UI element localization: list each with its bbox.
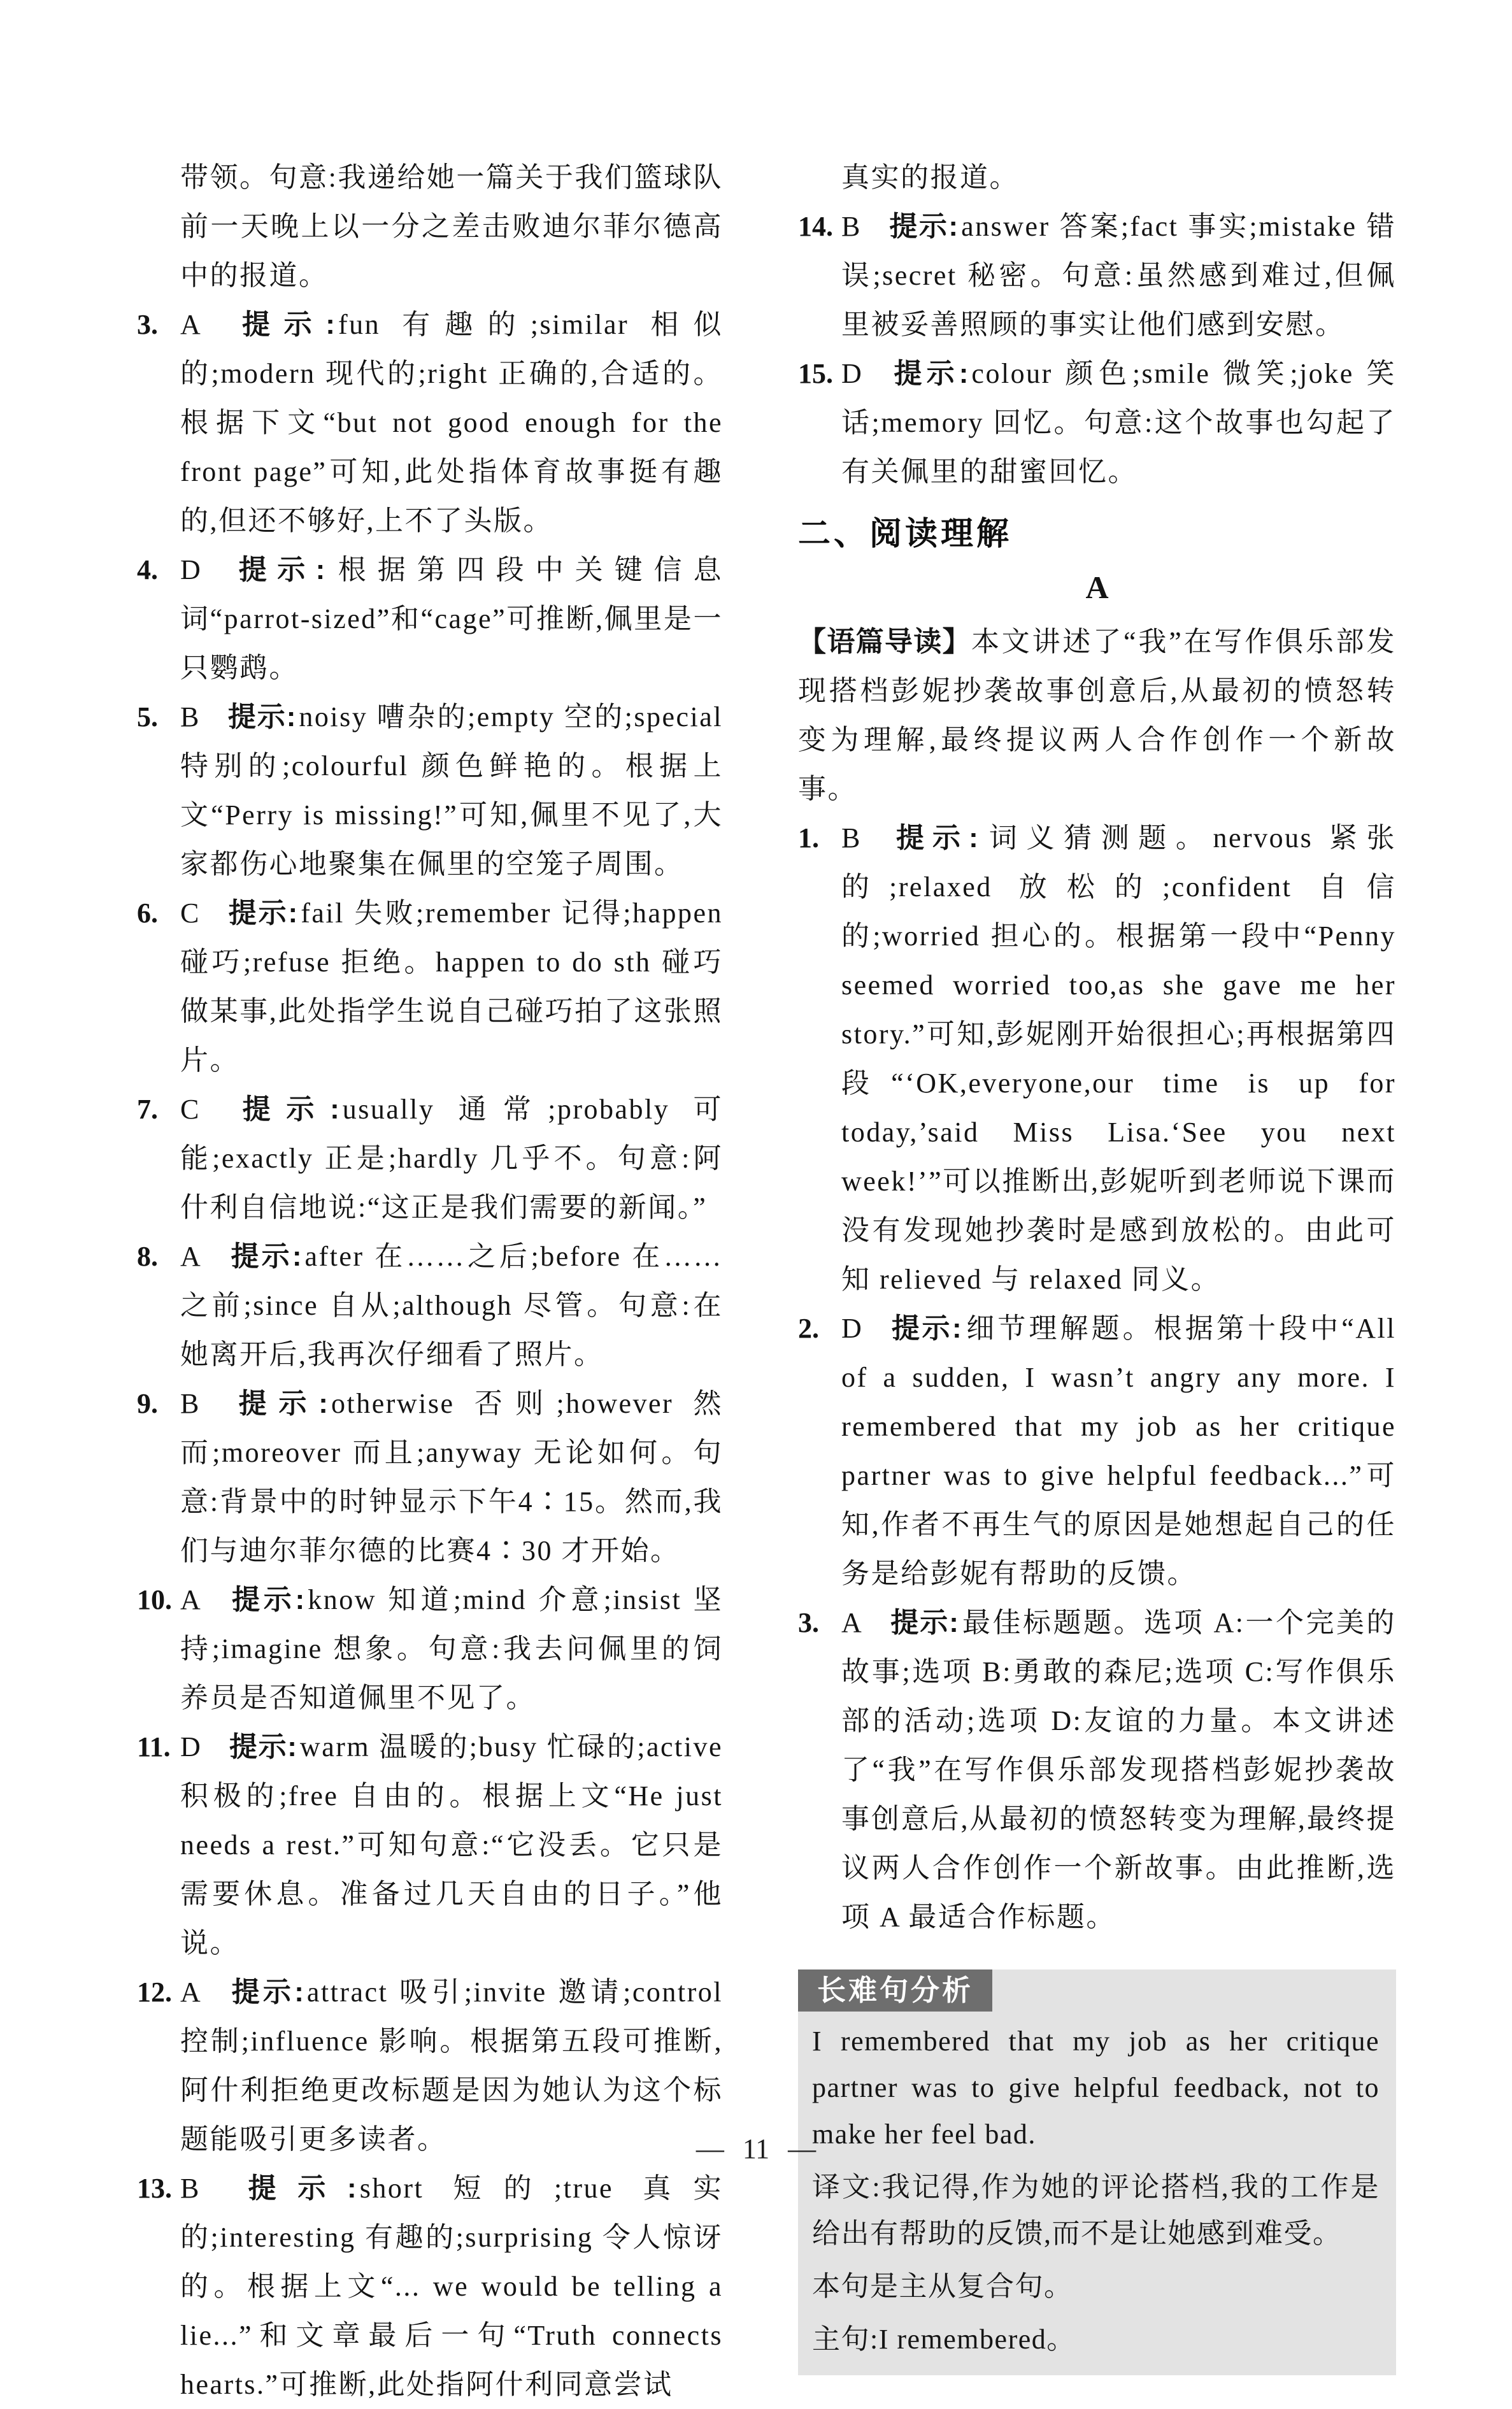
answer-item [137,1722,723,1968]
item-explanation: attract 吸引;invite 邀请;control 控制;influence 影响。根据第五段可推断,阿什利拒绝更改标题是因为她认为这个标题能吸引更多读者。 [180,1977,723,2155]
item-explanation: warm 温暖的;busy 忙碌的;active 积极的;free 自由的。根据上文“He just needs a rest.”可知句意:“它没丢。它只是需要休息。准备过几天自由的日子。”他说。 [180,1731,723,1959]
passage-label: A [1085,569,1109,605]
answer-item-list-left [137,300,723,2409]
guide-text: 本文讲述了“我”在写作俱乐部发现搭档彭妮抄袭故事创意后,从最初的愤怒转变为理解,最终提议两人合作创作一个新故事。 [798,626,1397,804]
item-number: 12. [137,1977,172,2008]
hint-label: 提示: [229,1584,306,1615]
item-explanation: noisy 嘈杂的;empty 空的;special 特别的;colourful 颜色鲜艳的。根据上文“Perry is missing!”可知,佩里不见了,大家都伤心地聚集在佩里的空笼子周围。 [180,701,724,880]
hint-label: 提示: [890,1607,959,1638]
answer-item [137,692,723,889]
item-explanation: otherwise 否则;however 然而;moreover 而且;anyway 无论如何。句意:背景中的时钟显示下午4∶15。然而,我们与迪尔菲尔德的比赛4∶30 才开始。 [180,1388,723,1566]
item-explanation: fail 失败;remember 记得;happen 碰巧;refuse 拒绝。happen to do sth 碰巧做某事,此处指学生说自己碰巧拍了这张照片。 [180,897,724,1076]
item-answer-letter: B [841,211,862,242]
item-answer-letter: B [180,1388,201,1419]
answer-item-list-right-top [798,202,1396,496]
item-answer-letter: A [180,1241,203,1272]
answer-item [137,1575,723,1722]
analysis-main-clause: 主句:I remembered。 [812,2324,1076,2355]
item-explanation: answer 答案;fact 事实;mistake 错误;secret 秘密。句意:虽然感到难过,但佩里被妥善照顾的事实让他们感到安慰。 [841,211,1396,340]
page-number: — 11 — [695,2133,817,2164]
item-number: 3. [137,309,158,340]
answer-item [137,300,723,545]
item-number: 2. [798,1313,819,1344]
item-explanation: short 短的;true 真实的;interesting 有趣的;surprising 令人惊讶的。根据上文“... we would be telling a lie...”和文章最后一句“Truth connects hearts.”可推断,此处指阿什利同意尝试 [180,2173,723,2400]
guide-label: 【语篇导读】 [798,626,971,657]
continuation-paragraph [137,153,723,300]
item-answer-letter: C [180,897,201,929]
hint-label: 提示: [890,1313,962,1344]
answer-item [137,2164,723,2409]
item-number: 6. [137,897,158,929]
hint-label: 提示: [227,2173,357,2204]
right-column [798,153,1396,2375]
item-number: 10. [137,1584,172,1615]
hint-label: 提示: [229,1977,304,2008]
passage-guide [798,617,1396,813]
item-number: 1. [798,822,819,854]
item-answer-letter: A [180,309,203,340]
item-number: 8. [137,1241,158,1272]
answer-item [798,349,1396,496]
answer-item [798,1598,1396,1941]
item-answer-letter: A [180,1584,203,1615]
item-number: 4. [137,554,158,585]
answer-item [137,1232,723,1379]
item-answer-letter: D [841,358,864,389]
item-explanation: 词义猜测题。nervous 紧张的;relaxed 放松的;confident 自信的;worried 担心的。根据第一段中“Penny seemed worried too,as she gave me her story.”可知,彭妮刚开始很担心;再根据第四段“‘OK,everyone,our time is up for today,’said Miss Lisa.‘See you next week!’”可以推断出,彭妮听到老师说下课而没有发现她抄袭时是感到放松的。由此可知 relieved 与 relaxed 同义。 [841,822,1396,1295]
item-explanation: 细节理解题。根据第十段中“All of a sudden, I wasn’t angry any more. I remembered that my job as her critique partner was to give helpful feedback...”可知,作者不再生气的原因是她想起自己的任务是给彭妮有帮助的反馈。 [841,1313,1396,1589]
answer-item [137,545,723,692]
item-explanation: 最佳标题题。选项 A:一个完美的故事;选项 B:勇敢的森尼;选项 C:写作俱乐部的活动;选项 D:友谊的力量。本文讲述了“我”在写作俱乐部发现搭档彭妮抄袭故事创意后,从最初的愤怒转变为理解,最终提议两人合作创作一个新故事。由此推断,选项 A 最适合作标题。 [841,1607,1397,1933]
hint-label: 提示: [888,211,959,242]
item-explanation: 根据第四段中关键信息词“parrot-sized”和“cage”可推断,佩里是一只鹦鹉。 [180,554,724,683]
hint-label: 提示: [227,897,299,929]
answer-item [137,889,723,1085]
hint-label: 提示: [229,554,326,585]
item-explanation: colour 颜色;smile 微笑;joke 笑话;memory 回忆。句意:这个故事也勾起了有关佩里的甜蜜回忆。 [841,358,1396,487]
item-answer-letter: D [180,554,203,585]
item-number: 5. [137,701,158,733]
item-answer-letter: B [180,2173,201,2204]
hint-label: 提示: [229,309,336,340]
item-answer-letter: D [180,1731,203,1762]
item-answer-letter: B [180,701,201,733]
continuation-paragraph [798,153,1396,202]
answer-item [137,1085,723,1232]
analysis-translation: 译文:我记得,作为她的评论搭档,我的工作是给出有帮助的反馈,而不是让她感到难受。 [812,2171,1380,2249]
hint-label: 提示: [229,1241,303,1272]
item-explanation: know 知道;mind 介意;insist 坚持;imagine 想象。句意:我去问佩里的饲养员是否知道佩里不见了。 [180,1584,724,1713]
analysis-box-title: 长难句分析 [798,1969,992,2012]
analysis-sentence: I remembered that my job as her critique partner was to give helpful feedback, not to make her feel bad. [812,2026,1380,2150]
item-number: 14. [798,211,833,242]
item-answer-letter: D [841,1313,864,1344]
item-number: 15. [798,358,833,389]
item-number: 11. [137,1731,171,1762]
answer-item [798,813,1396,1304]
answer-item-list-right [798,813,1396,1941]
left-column [137,153,723,2409]
continuation-text: 带领。句意:我递给她一篇关于我们篮球队前一天晚上以一分之差击败迪尔菲尔德高中的报道。 [180,162,723,291]
analysis-note: 本句是主从复合句。 [812,2271,1073,2302]
answer-item [137,1379,723,1575]
item-explanation: fun 有趣的;similar 相似的;modern 现代的;right 正确的,合适的。根据下文“but not good enough for the front page”可知,此处指体育故事挺有趣的,但还不够好,上不了头版。 [180,309,723,536]
item-answer-letter: B [841,822,862,854]
item-number: 9. [137,1388,158,1419]
hint-label: 提示: [227,1094,340,1125]
hint-label: 提示: [229,1731,297,1762]
answer-item [798,202,1396,349]
item-number: 13. [137,2173,172,2204]
continuation-text: 真实的报道。 [841,162,1019,193]
section-header-reading-comprehension: 二、阅读理解 [798,515,1013,552]
item-number: 3. [798,1607,819,1638]
hint-label: 提示: [888,822,979,854]
item-answer-letter: A [841,1607,864,1638]
sentence-analysis-box [798,1969,1396,2375]
item-number: 7. [137,1094,158,1125]
item-answer-letter: C [180,1094,201,1125]
item-explanation: after 在……之后;before 在……之前;since 自从;although 尽管。句意:在她离开后,我再次仔细看了照片。 [180,1241,723,1370]
hint-label: 提示: [227,701,297,733]
answer-item [798,1304,1396,1598]
item-explanation: usually 通常;probably 可能;exactly 正是;hardly 几乎不。句意:阿什利自信地说:“这正是我们需要的新闻。” [180,1094,723,1223]
hint-label: 提示: [227,1388,329,1419]
item-answer-letter: A [180,1977,203,2008]
hint-label: 提示: [890,358,969,389]
